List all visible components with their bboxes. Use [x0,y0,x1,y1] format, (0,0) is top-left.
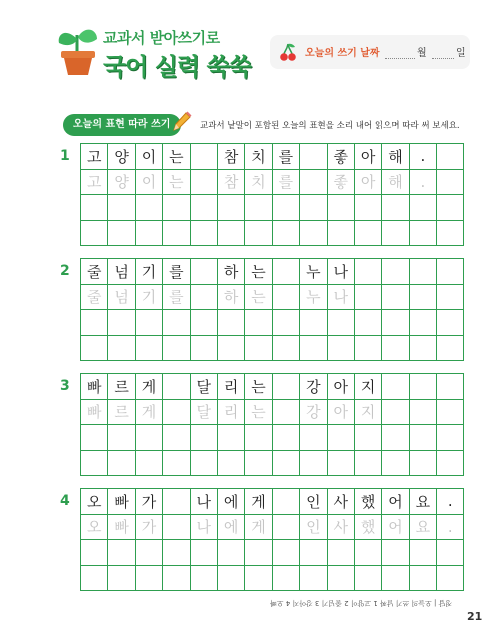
model-char: 넘 [108,259,135,285]
blank-cell[interactable] [273,489,300,515]
model-char: 요 [410,489,437,515]
grid-row [81,170,464,196]
grid-row [81,489,464,515]
blank-cell[interactable] [437,259,464,285]
model-char: 빠 [81,374,108,400]
blank-cell[interactable] [163,336,190,362]
trace-char[interactable]: 양 [108,170,135,196]
blank-cell[interactable] [245,310,272,336]
blank-cell[interactable] [136,451,163,477]
model-char: 강 [300,374,327,400]
blank-cell[interactable] [300,221,327,247]
blank-cell[interactable] [410,259,437,285]
grid-row [81,540,464,566]
blank-cell[interactable] [218,310,245,336]
trace-char[interactable]: 리 [218,400,245,426]
trace-char[interactable]: 줄 [81,285,108,311]
blank-cell[interactable] [300,425,327,451]
trace-char[interactable]: 빠 [81,400,108,426]
blank-cell[interactable] [273,259,300,285]
blank-cell[interactable] [273,310,300,336]
blank-cell[interactable] [382,259,409,285]
blank-cell[interactable] [328,566,355,592]
blank-cell[interactable] [81,336,108,362]
blank-cell[interactable] [108,195,135,221]
trace-char[interactable]: 인 [300,515,327,541]
model-char: 어 [382,489,409,515]
exercise-number: 3 [60,378,70,394]
trace-char[interactable]: 게 [245,515,272,541]
model-char: . [437,489,464,515]
blank-cell[interactable] [81,540,108,566]
blank-cell[interactable] [163,425,190,451]
model-char: 좋 [328,144,355,170]
trace-char[interactable]: 요 [410,515,437,541]
blank-cell[interactable] [355,221,382,247]
trace-char[interactable]: 어 [382,515,409,541]
grid-row [81,221,464,247]
answer-note: 정답 | 오늘의 쓰기 날짜 1 고양이 2 줄넘기 3 강아지 4 오빠 [270,599,453,607]
trace-char[interactable]: 는 [245,285,272,311]
trace-char[interactable]: 나 [328,285,355,311]
trace-char[interactable]: 이 [136,170,163,196]
blank-cell[interactable] [355,566,382,592]
trace-char[interactable]: 기 [136,285,163,311]
exercise-number: 1 [60,148,70,164]
blank-cell[interactable] [382,221,409,247]
blank-cell[interactable] [218,336,245,362]
blank-cell[interactable] [81,195,108,221]
blank-cell[interactable] [437,566,464,592]
trace-char[interactable]: 를 [163,285,190,311]
grid-row [81,144,464,170]
model-char: 이 [136,144,163,170]
blank-cell[interactable] [273,540,300,566]
blank-cell[interactable] [437,195,464,221]
blank-cell[interactable] [437,144,464,170]
trace-char[interactable]: 나 [191,515,218,541]
model-char: 를 [273,144,300,170]
blank-cell[interactable] [273,221,300,247]
blank-cell[interactable] [218,566,245,592]
blank-cell[interactable] [163,195,190,221]
model-char: 하 [218,259,245,285]
blank-cell[interactable] [300,310,327,336]
instruction-text: 교과서 낱말이 포함된 오늘의 표현을 소리 내어 읽으며 따라 써 보세요. [200,121,460,131]
grid-row [81,285,464,311]
blank-cell[interactable] [382,310,409,336]
model-char: 지 [355,374,382,400]
trace-char[interactable]: 아 [355,170,382,196]
grid-row [81,451,464,477]
blank-cell[interactable] [328,425,355,451]
trace-char[interactable]: 넘 [108,285,135,311]
blank-cell[interactable] [300,540,327,566]
blank-cell[interactable] [163,451,190,477]
trace-char[interactable]: 하 [218,285,245,311]
day-unit: 일 [456,48,466,59]
blank-cell[interactable] [163,566,190,592]
blank-cell[interactable] [136,336,163,362]
blank-cell[interactable] [437,170,464,196]
grid-row [81,310,464,336]
blank-cell[interactable] [328,195,355,221]
blank-cell[interactable] [191,566,218,592]
grid-row [81,374,464,400]
model-char: 누 [300,259,327,285]
model-char: 는 [245,374,272,400]
trace-char[interactable]: 에 [218,515,245,541]
blank-cell[interactable] [410,374,437,400]
blank-cell[interactable] [382,336,409,362]
model-char: 달 [191,374,218,400]
exercise-number: 4 [60,493,70,509]
model-char: 아 [355,144,382,170]
blank-cell[interactable] [355,285,382,311]
trace-char[interactable]: 빠 [108,515,135,541]
blank-cell[interactable] [355,425,382,451]
blank-cell[interactable] [163,540,190,566]
blank-cell[interactable] [191,310,218,336]
blank-cell[interactable] [108,451,135,477]
blank-cell[interactable] [108,425,135,451]
writing-grid [80,373,464,476]
blank-cell[interactable] [136,425,163,451]
blank-cell[interactable] [191,540,218,566]
model-char: 나 [328,259,355,285]
model-char: 르 [108,374,135,400]
blank-cell[interactable] [437,336,464,362]
blank-cell[interactable] [410,195,437,221]
page-number: 21 [467,610,483,623]
blank-cell[interactable] [108,540,135,566]
blank-cell[interactable] [81,566,108,592]
blank-cell[interactable] [163,221,190,247]
blank-cell[interactable] [410,425,437,451]
blank-cell[interactable] [300,170,327,196]
model-char: 줄 [81,259,108,285]
blank-cell[interactable] [437,310,464,336]
blank-cell[interactable] [163,310,190,336]
blank-cell[interactable] [437,285,464,311]
blank-cell[interactable] [355,451,382,477]
trace-char[interactable]: 해 [382,170,409,196]
blank-cell[interactable] [136,540,163,566]
blank-cell[interactable] [382,195,409,221]
trace-char[interactable]: 게 [136,400,163,426]
trace-char[interactable]: 달 [191,400,218,426]
blank-cell[interactable] [328,310,355,336]
trace-char[interactable]: 좋 [328,170,355,196]
blank-cell[interactable] [191,144,218,170]
blank-cell[interactable] [355,336,382,362]
blank-cell[interactable] [218,451,245,477]
blank-cell[interactable] [437,400,464,426]
trace-char[interactable]: 참 [218,170,245,196]
blank-cell[interactable] [410,566,437,592]
model-char: 는 [163,144,190,170]
blank-cell[interactable] [218,195,245,221]
blank-cell[interactable] [382,374,409,400]
trace-char[interactable]: 는 [163,170,190,196]
blank-cell[interactable] [191,221,218,247]
blank-cell[interactable] [328,221,355,247]
trace-char[interactable]: 아 [328,400,355,426]
blank-cell[interactable] [437,374,464,400]
model-char: 에 [218,489,245,515]
blank-cell[interactable] [191,259,218,285]
blank-cell[interactable] [245,425,272,451]
blank-cell[interactable] [273,336,300,362]
model-char: 게 [136,374,163,400]
trace-char[interactable]: 르 [108,400,135,426]
blank-cell[interactable] [245,221,272,247]
blank-cell[interactable] [108,310,135,336]
model-char: 기 [136,259,163,285]
blank-cell[interactable] [410,451,437,477]
blank-cell[interactable] [136,566,163,592]
blank-cell[interactable] [273,285,300,311]
blank-cell[interactable] [437,425,464,451]
model-char: 해 [382,144,409,170]
blank-cell[interactable] [273,374,300,400]
blank-cell[interactable] [410,285,437,311]
blank-cell[interactable] [410,336,437,362]
trace-char[interactable]: 누 [300,285,327,311]
blank-cell[interactable] [273,451,300,477]
cherry-icon [279,42,297,62]
date-label: 오늘의 쓰기 날짜 [305,48,380,59]
writing-grid [80,143,464,246]
model-char: 나 [191,489,218,515]
grid-row [81,195,464,221]
blank-cell[interactable] [437,540,464,566]
blank-cell[interactable] [245,540,272,566]
blank-cell[interactable] [410,540,437,566]
blank-cell[interactable] [328,336,355,362]
model-char: . [410,144,437,170]
blank-cell[interactable] [191,336,218,362]
blank-cell[interactable] [382,400,409,426]
blank-cell[interactable] [191,170,218,196]
blank-cell[interactable] [355,195,382,221]
model-char: 가 [136,489,163,515]
blank-cell[interactable] [163,515,190,541]
blank-cell[interactable] [191,425,218,451]
trace-char[interactable]: . [437,515,464,541]
blank-cell[interactable] [163,400,190,426]
writing-grid [80,258,464,361]
title-top: 교과서 받아쓰기로 [103,29,220,47]
grid-row [81,336,464,362]
trace-char[interactable]: 사 [328,515,355,541]
model-char: 고 [81,144,108,170]
blank-cell[interactable] [300,566,327,592]
blank-cell[interactable] [300,336,327,362]
page-title: 국어 실력 쑥쑥 [103,53,251,81]
month-unit: 월 [417,48,427,59]
grid-row [81,400,464,426]
plant-pot-icon [55,25,100,77]
writing-grid [80,488,464,591]
blank-cell[interactable] [136,195,163,221]
trace-char[interactable]: 치 [245,170,272,196]
blank-cell[interactable] [437,221,464,247]
blank-cell[interactable] [245,566,272,592]
blank-cell[interactable] [355,310,382,336]
blank-cell[interactable] [382,451,409,477]
trace-char[interactable]: 오 [81,515,108,541]
blank-cell[interactable] [273,400,300,426]
trace-char[interactable]: 고 [81,170,108,196]
model-char: 게 [245,489,272,515]
blank-cell[interactable] [218,221,245,247]
blank-cell[interactable] [108,566,135,592]
blank-cell[interactable] [410,221,437,247]
trace-char[interactable]: 가 [136,515,163,541]
blank-cell[interactable] [163,489,190,515]
blank-cell[interactable] [245,451,272,477]
model-char: 참 [218,144,245,170]
model-char: 오 [81,489,108,515]
blank-cell[interactable] [300,195,327,221]
blank-cell[interactable] [328,451,355,477]
blank-cell[interactable] [81,310,108,336]
grid-row [81,259,464,285]
blank-cell[interactable] [245,195,272,221]
trace-char[interactable]: . [410,170,437,196]
blank-cell[interactable] [300,451,327,477]
model-char: 리 [218,374,245,400]
blank-cell[interactable] [273,566,300,592]
grid-row [81,425,464,451]
blank-cell[interactable] [273,515,300,541]
blank-cell[interactable] [108,221,135,247]
blank-cell[interactable] [437,451,464,477]
exercise-number: 2 [60,263,70,279]
blank-cell[interactable] [136,221,163,247]
blank-cell[interactable] [382,425,409,451]
month-blank[interactable] [385,58,415,59]
blank-cell[interactable] [355,540,382,566]
blank-cell[interactable] [218,540,245,566]
model-char: 는 [245,259,272,285]
model-char: 했 [355,489,382,515]
trace-char[interactable]: 는 [245,400,272,426]
blank-cell[interactable] [191,451,218,477]
model-char: 치 [245,144,272,170]
model-char: 빠 [108,489,135,515]
blank-cell[interactable] [300,144,327,170]
trace-char[interactable]: 를 [273,170,300,196]
blank-cell[interactable] [81,451,108,477]
blank-cell[interactable] [245,336,272,362]
blank-cell[interactable] [273,195,300,221]
blank-cell[interactable] [355,259,382,285]
grid-row [81,566,464,592]
blank-cell[interactable] [191,195,218,221]
model-char: 아 [328,374,355,400]
blank-cell[interactable] [81,425,108,451]
model-char: 인 [300,489,327,515]
day-blank[interactable] [432,58,454,59]
blank-cell[interactable] [108,336,135,362]
blank-cell[interactable] [163,374,190,400]
section-badge: 오늘의 표현 따라 쓰기 [63,114,181,136]
blank-cell[interactable] [382,540,409,566]
pencil-icon [170,110,192,134]
trace-char[interactable]: 강 [300,400,327,426]
model-char: 를 [163,259,190,285]
trace-char[interactable]: 했 [355,515,382,541]
model-char: 양 [108,144,135,170]
blank-cell[interactable] [382,566,409,592]
blank-cell[interactable] [191,285,218,311]
blank-cell[interactable] [328,540,355,566]
blank-cell[interactable] [273,425,300,451]
trace-char[interactable]: 지 [355,400,382,426]
blank-cell[interactable] [410,310,437,336]
blank-cell[interactable] [136,310,163,336]
blank-cell[interactable] [81,221,108,247]
blank-cell[interactable] [410,400,437,426]
model-char: 사 [328,489,355,515]
blank-cell[interactable] [218,425,245,451]
grid-row [81,515,464,541]
blank-cell[interactable] [382,285,409,311]
